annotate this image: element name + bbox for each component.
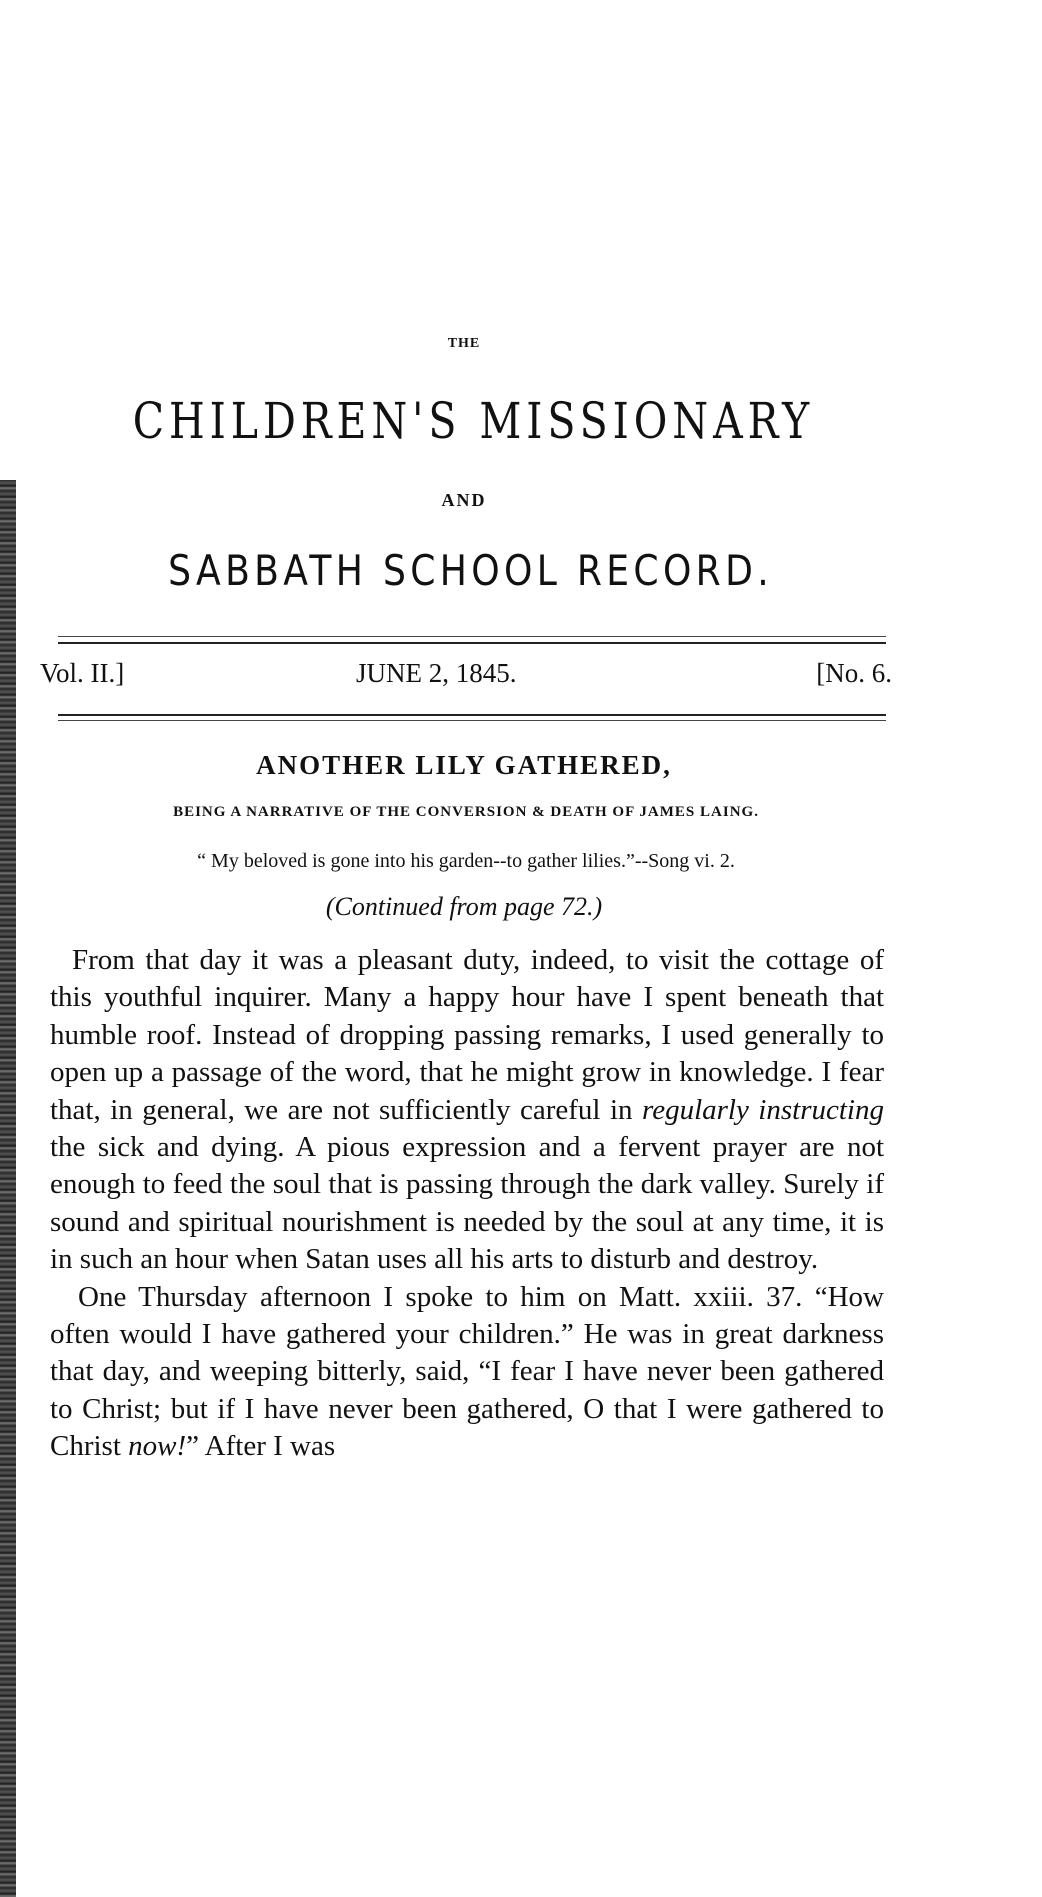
publication-title: CHILDREN'S MISSIONARY (132, 392, 815, 450)
article-subtitle: BEING A NARRATIVE OF THE CONVERSION & DEATH OF JAMES LAING. (173, 804, 759, 820)
top-rule-2 (58, 642, 886, 644)
issue-number: [No. 6. (816, 658, 892, 688)
publication-subtitle: SABBATH SCHOOL RECORD. (168, 546, 773, 595)
continuation-note: (Continued from page 72.) (325, 892, 603, 921)
paragraph-1-emphasis: regularly instructing (641, 1093, 884, 1126)
paragraph-2-text-b: ” After I was (186, 1430, 336, 1463)
masthead-conjunction: AND (441, 490, 487, 510)
volume-number: Vol. II.] (40, 658, 125, 688)
bottom-rule-2 (58, 720, 886, 721)
article-body (50, 942, 884, 1466)
issue-date: JUNE 2, 1845. (356, 658, 517, 688)
top-rule-1 (58, 636, 886, 637)
article-title: ANOTHER LILY GATHERED, (256, 750, 672, 780)
paragraph-2-text-a: One Thursday afternoon I spoke to him on Matt. xxiii. 37. “How often would I have gathered your children.” He was in great darkness that day, and weeping bitterly, said, “I fear I have never been gathered to Christ; but if I have never been gathered, O that I were gathered to Christ (50, 1280, 884, 1463)
paragraph-1 (50, 942, 884, 1279)
paragraph-1-text-a: From that day it was a pleasant duty, indeed, to visit the cottage of this youthful inquirer. Many a happy hour have I spent beneath that humble roof. Instead of dropping passing remarks, I used generally to open up a passage of the word, that he might grow in knowledge. I fear that, in general, we are not sufficiently careful in (50, 944, 884, 1126)
paragraph-2 (50, 1279, 884, 1466)
bottom-rule-1 (58, 714, 886, 716)
paragraph-1-text-b: the sick and dying. A pious expression and a fervent prayer are not enough to feed the soul that is passing through the dark valley. Surely if sound and spiritual nourishment is needed by the soul at any time, it is in such an hour when Satan uses all his arts to disturb and destroy. (50, 1131, 884, 1276)
issue-info-row (40, 658, 892, 698)
masthead-article: THE (447, 336, 481, 351)
epigraph: “ My beloved is gone into his garden--to gather lilies.”--Song vi. 2. (197, 850, 735, 872)
paragraph-2-emphasis: now! (128, 1430, 187, 1463)
